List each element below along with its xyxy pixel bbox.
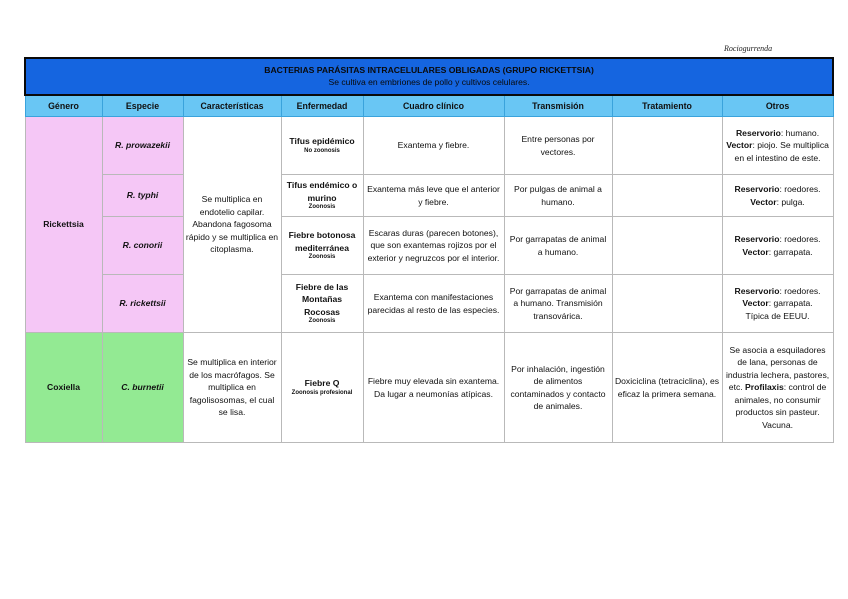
genus-rickettsia: Rickettsia — [25, 117, 102, 333]
transmision-cell: Por garrapatas de animal a humano. — [504, 217, 612, 275]
vector-label: Vector — [742, 246, 769, 257]
otros-cell: Reservorio: roedores. Vector: pulga. — [722, 175, 833, 217]
transmision-cell: Por garrapatas de animal a humano. Transmisión transovárica. — [504, 275, 612, 333]
cuadro-cell: Fiebre muy elevada sin exantema. Da lugar a neumonías atípicas. — [363, 333, 504, 443]
cuadro-cell: Exantema más leve que el anterior y fiebre. — [363, 175, 504, 217]
species-cell: R. rickettsii — [102, 275, 183, 333]
vector-value: pulga. — [781, 196, 805, 207]
species-cell: R. prowazekii — [102, 117, 183, 175]
vector-value: garrapata. — [773, 298, 813, 309]
otros-cell: Se asocia a esquiladores de lana, personas de industria lechera, pastores, etc. Profilaxis: control de animales, no consumir productos sin pasteur. Vacuna. — [722, 333, 833, 443]
otros-extra: Típica de EEUU. — [745, 310, 810, 321]
tratamiento-cell: Doxiciclina (tetraciclina), es eficaz la primera semana. — [612, 333, 722, 443]
vector-value: garrapata. — [773, 246, 813, 257]
reservorio-value: roedores. — [784, 234, 821, 245]
enfermedad-cell — [281, 117, 363, 175]
enfermedad-cell — [281, 175, 363, 217]
header-caracteristicas: Características — [183, 95, 281, 117]
enfermedad-name: Fiebre de las Montañas Rocosas — [295, 281, 349, 317]
transmision-cell: Por inhalación, ingestión de alimentos contaminados y contacto de animales. — [504, 333, 612, 443]
transmision-cell: Por pulgas de animal a humano. — [504, 175, 612, 217]
reservorio-label: Reservorio — [734, 234, 780, 245]
profilaxis-value: control de animales, no consumir productos sin pasteur. Vacuna. — [734, 382, 827, 430]
reservorio-label: Reservorio — [734, 285, 780, 296]
table-row — [25, 275, 833, 333]
table-title-cell — [25, 58, 833, 95]
cuadro-cell: Escaras duras (parecen botones), que son exantemas rojizos por el exterior y negruzcos por el interior. — [363, 217, 504, 275]
reservorio-value: roedores. — [784, 285, 821, 296]
header-row — [25, 95, 833, 117]
tratamiento-cell — [612, 275, 722, 333]
header-transmision: Transmisión — [504, 95, 612, 117]
otros-cell: Reservorio: roedores. Vector: garrapata. Típica de EEUU. — [722, 275, 833, 333]
caracteristicas-rickettsia: Se multiplica en endotelio capilar. Abandona fagosoma rápido y se multiplica en citoplasma. — [183, 117, 281, 333]
cuadro-cell: Exantema y fiebre. — [363, 117, 504, 175]
otros-cell: Reservorio: roedores. Vector: garrapata. — [722, 217, 833, 275]
enfermedad-name: Tifus epidémico — [289, 136, 355, 147]
zoonosis-note: Zoonosis — [308, 318, 336, 325]
header-tratamiento: Tratamiento — [612, 95, 722, 117]
species-cell: R. typhi — [102, 175, 183, 217]
vector-label: Vector — [726, 140, 753, 151]
caracteristicas-coxiella: Se multiplica en interior de los macrófagos. Se multiplica en fagolisosomas, el cual se lisa. — [183, 333, 281, 443]
header-genero: Género — [25, 95, 102, 117]
zoonosis-note: No zoonosis — [304, 147, 340, 154]
enfermedad-name: Fiebre Q — [304, 378, 340, 389]
otros-cell: Reservorio: humano. Vector: piojo. Se multiplica en el intestino de este. — [722, 117, 833, 175]
tratamiento-cell — [612, 217, 722, 275]
table-row — [25, 175, 833, 217]
otros-intro: Se asocia a esquiladores de lana, personas de industria lechera, pastores, etc. — [725, 344, 830, 393]
enfermedad-name: Fiebre botonosa mediterránea — [288, 230, 356, 253]
header-enfermedad: Enfermedad — [281, 95, 363, 117]
vector-label: Vector — [750, 196, 777, 207]
reservorio-value: humano. — [785, 127, 820, 138]
species-cell: C. burnetii — [102, 333, 183, 443]
rickettsia-table — [24, 57, 834, 443]
genus-coxiella: Coxiella — [25, 333, 102, 443]
table-row — [25, 117, 833, 175]
table-row — [25, 333, 833, 443]
enfermedad-cell — [281, 333, 363, 443]
tratamiento-cell — [612, 117, 722, 175]
zoonosis-note: Zoonosis — [308, 254, 336, 261]
enfermedad-cell — [281, 217, 363, 275]
tratamiento-cell — [612, 175, 722, 217]
zoonosis-note: Zoonosis — [308, 204, 336, 211]
enfermedad-name: Tifus endémico o murino — [286, 180, 358, 203]
reservorio-label: Reservorio — [734, 184, 780, 195]
reservorio-label: Reservorio — [735, 127, 781, 138]
cuadro-cell: Exantema con manifestaciones parecidas al resto de las especies. — [363, 275, 504, 333]
header-cuadro-clinico: Cuadro clínico — [363, 95, 504, 117]
vector-value: piojo. Se multiplica en el intestino de este. — [734, 140, 829, 163]
reservorio-value: roedores. — [784, 184, 821, 195]
table-subtitle: Se cultiva en embriones de pollo y cultivos celulares. — [328, 76, 530, 87]
vector-label: Vector — [742, 298, 769, 309]
profilaxis-label: Profilaxis — [745, 382, 784, 393]
author-watermark: Rociogurrenda — [724, 44, 773, 53]
header-otros: Otros — [722, 95, 833, 117]
table-title: BACTERIAS PARÁSITAS INTRACELULARES OBLIGADAS (GRUPO RICKETTSIA) — [264, 64, 594, 75]
enfermedad-cell — [281, 275, 363, 333]
zoonosis-note: Zoonosis profesional — [291, 389, 353, 396]
species-cell: R. conorii — [102, 217, 183, 275]
table-row — [25, 217, 833, 275]
header-especie: Especie — [102, 95, 183, 117]
transmision-cell: Entre personas por vectores. — [504, 117, 612, 175]
